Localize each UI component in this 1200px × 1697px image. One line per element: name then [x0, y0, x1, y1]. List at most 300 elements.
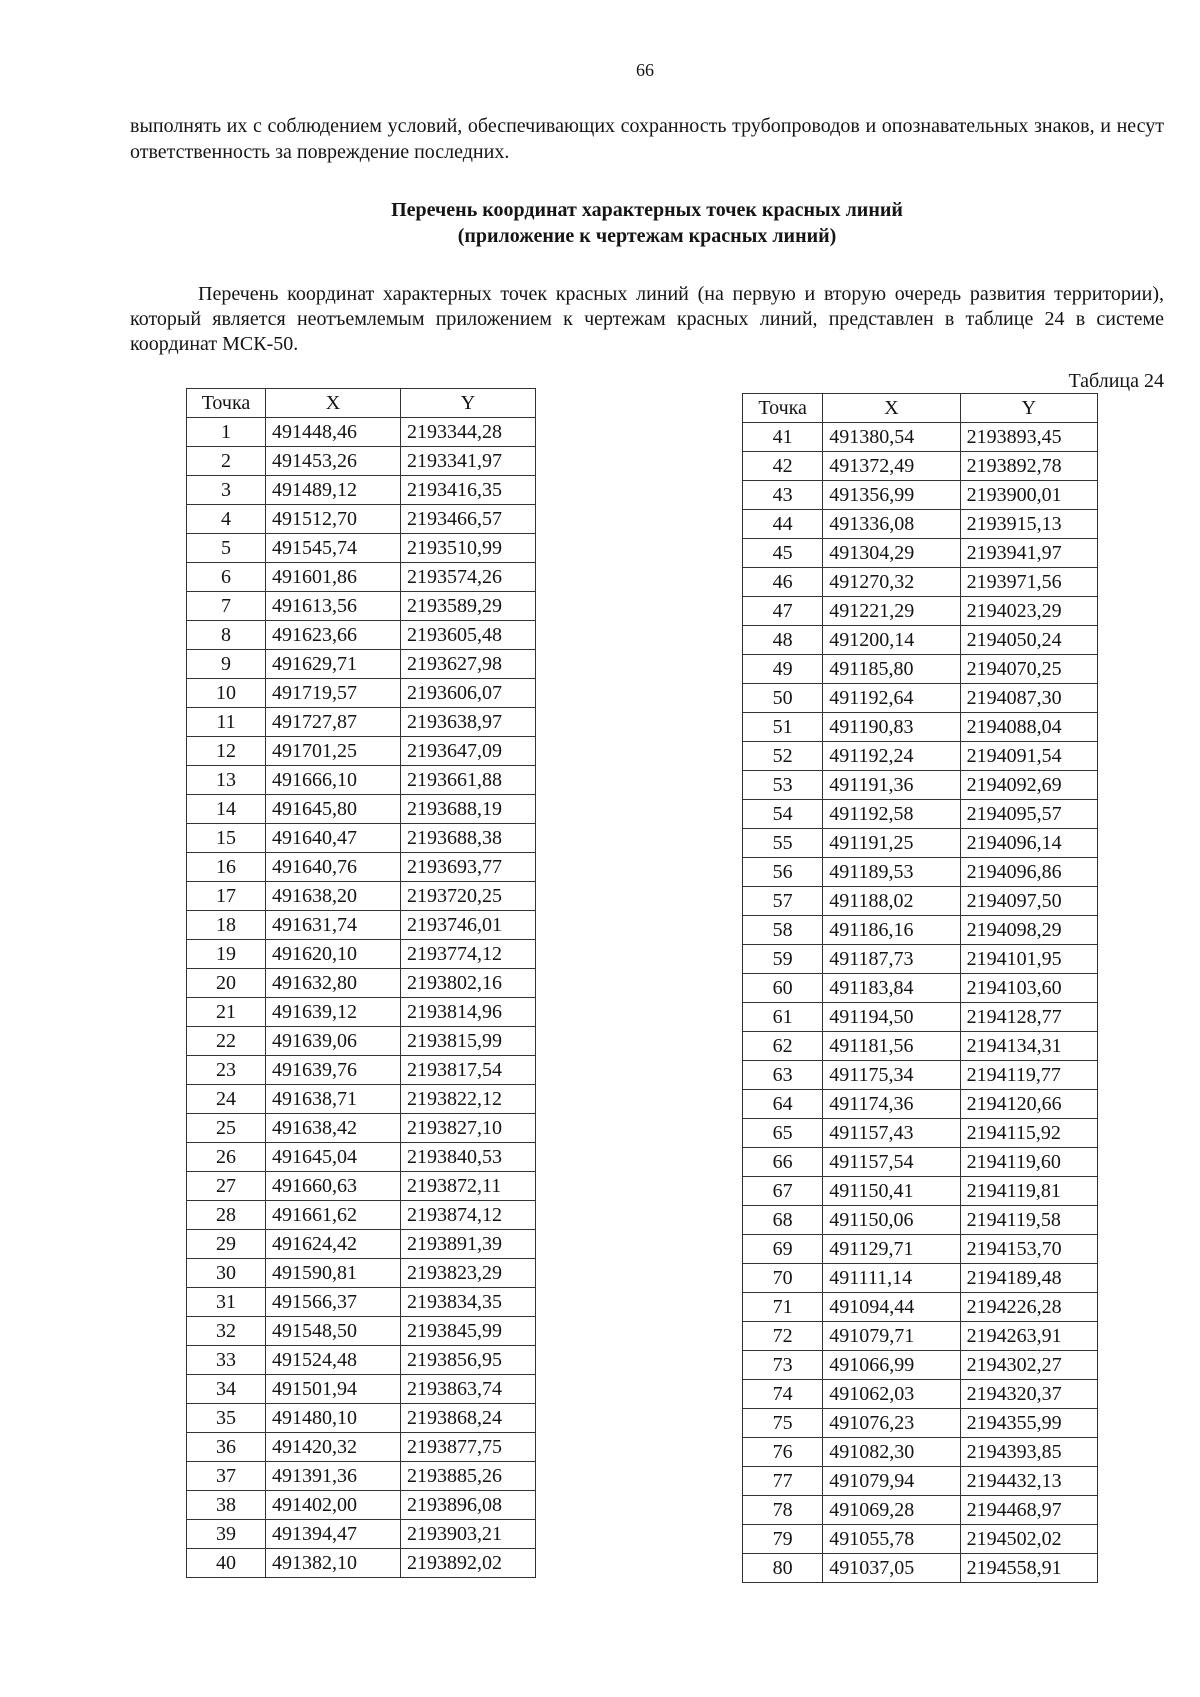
cell-x: 491645,04 [265, 1143, 400, 1172]
cell-point: 52 [743, 742, 823, 771]
cell-x: 491079,94 [823, 1467, 960, 1496]
cell-point: 43 [743, 481, 823, 510]
table-row [743, 626, 1098, 655]
table-row [743, 887, 1098, 916]
cell-y: 2194226,28 [960, 1293, 1097, 1322]
table-row [743, 1090, 1098, 1119]
cell-x: 491187,73 [823, 945, 960, 974]
cell-x: 491304,29 [823, 539, 960, 568]
table-row [743, 1148, 1098, 1177]
table-row [187, 998, 536, 1027]
table-row [743, 655, 1098, 684]
header-y: Y [960, 394, 1097, 423]
cell-x: 491336,08 [823, 510, 960, 539]
cell-y: 2193891,39 [400, 1230, 535, 1259]
cell-point: 41 [743, 423, 823, 452]
cell-y: 2194119,81 [960, 1177, 1097, 1206]
table-row [187, 911, 536, 940]
table-row [187, 1346, 536, 1375]
cell-point: 62 [743, 1032, 823, 1061]
cell-point: 14 [187, 795, 266, 824]
cell-point: 23 [187, 1056, 266, 1085]
cell-x: 491666,10 [265, 766, 400, 795]
table-row [187, 1288, 536, 1317]
cell-y: 2193896,08 [400, 1491, 535, 1520]
cell-point: 74 [743, 1380, 823, 1409]
cell-point: 77 [743, 1467, 823, 1496]
cell-point: 66 [743, 1148, 823, 1177]
table-row [187, 882, 536, 911]
cell-point: 73 [743, 1351, 823, 1380]
intro-text: выполнять их с соблюдением условий, обеспечивающих сохранность трубопроводов и опознавательных знаков, и несут ответственность за повреждение последних. [130, 115, 1164, 163]
table-row [187, 1317, 536, 1346]
cell-point: 39 [187, 1520, 266, 1549]
table-row [187, 737, 536, 766]
table-row [743, 423, 1098, 452]
cell-x: 491453,26 [265, 447, 400, 476]
cell-point: 21 [187, 998, 266, 1027]
cell-point: 46 [743, 568, 823, 597]
cell-y: 2193688,19 [400, 795, 535, 824]
cell-x: 491632,80 [265, 969, 400, 998]
table-row [743, 1351, 1098, 1380]
table-row [187, 824, 536, 853]
cell-point: 40 [187, 1549, 266, 1578]
cell-x: 491620,10 [265, 940, 400, 969]
cell-x: 491200,14 [823, 626, 960, 655]
cell-y: 2193774,12 [400, 940, 535, 969]
cell-y: 2193688,38 [400, 824, 535, 853]
table-row [743, 481, 1098, 510]
cell-point: 12 [187, 737, 266, 766]
cell-point: 80 [743, 1554, 823, 1583]
cell-point: 70 [743, 1264, 823, 1293]
cell-point: 67 [743, 1177, 823, 1206]
header-y: Y [400, 389, 535, 418]
cell-y: 2193344,28 [400, 418, 535, 447]
cell-x: 491157,43 [823, 1119, 960, 1148]
cell-point: 71 [743, 1293, 823, 1322]
cell-point: 57 [743, 887, 823, 916]
table-row [187, 853, 536, 882]
cell-y: 2193720,25 [400, 882, 535, 911]
cell-x: 491639,06 [265, 1027, 400, 1056]
cell-x: 491129,71 [823, 1235, 960, 1264]
cell-point: 47 [743, 597, 823, 626]
cell-y: 2193893,45 [960, 423, 1097, 452]
cell-y: 2193827,10 [400, 1114, 535, 1143]
cell-y: 2194393,85 [960, 1438, 1097, 1467]
cell-y: 2194189,48 [960, 1264, 1097, 1293]
table-row [743, 1380, 1098, 1409]
cell-point: 33 [187, 1346, 266, 1375]
cell-x: 491194,50 [823, 1003, 960, 1032]
cell-y: 2194098,29 [960, 916, 1097, 945]
cell-point: 22 [187, 1027, 266, 1056]
cell-point: 13 [187, 766, 266, 795]
cell-y: 2194153,70 [960, 1235, 1097, 1264]
cell-y: 2193874,12 [400, 1201, 535, 1230]
cell-y: 2193574,26 [400, 563, 535, 592]
cell-x: 491192,64 [823, 684, 960, 713]
cell-y: 2193606,07 [400, 679, 535, 708]
table-row [187, 1114, 536, 1143]
cell-y: 2194119,60 [960, 1148, 1097, 1177]
table-row [187, 1172, 536, 1201]
cell-x: 491157,54 [823, 1148, 960, 1177]
table-row [187, 1027, 536, 1056]
cell-y: 2194302,27 [960, 1351, 1097, 1380]
table-row [743, 1322, 1098, 1351]
table-row [187, 969, 536, 998]
cell-point: 56 [743, 858, 823, 887]
cell-x: 491613,56 [265, 592, 400, 621]
cell-point: 7 [187, 592, 266, 621]
cell-x: 491631,74 [265, 911, 400, 940]
cell-point: 78 [743, 1496, 823, 1525]
cell-point: 69 [743, 1235, 823, 1264]
cell-x: 491624,42 [265, 1230, 400, 1259]
cell-point: 36 [187, 1433, 266, 1462]
cell-x: 491640,76 [265, 853, 400, 882]
cell-y: 2193647,09 [400, 737, 535, 766]
cell-x: 491189,53 [823, 858, 960, 887]
cell-y: 2194103,60 [960, 974, 1097, 1003]
cell-point: 27 [187, 1172, 266, 1201]
header-x: X [265, 389, 400, 418]
cell-x: 491192,24 [823, 742, 960, 771]
cell-point: 61 [743, 1003, 823, 1032]
table-row [743, 742, 1098, 771]
cell-point: 65 [743, 1119, 823, 1148]
table-row [187, 1433, 536, 1462]
table-row [187, 940, 536, 969]
table-row [743, 1293, 1098, 1322]
cell-point: 48 [743, 626, 823, 655]
cell-x: 491660,63 [265, 1172, 400, 1201]
cell-y: 2193510,99 [400, 534, 535, 563]
cell-x: 491069,28 [823, 1496, 960, 1525]
cell-point: 54 [743, 800, 823, 829]
cell-x: 491186,16 [823, 916, 960, 945]
table-row [743, 1438, 1098, 1467]
table-row [187, 534, 536, 563]
cell-y: 2194119,58 [960, 1206, 1097, 1235]
cell-y: 2193863,74 [400, 1375, 535, 1404]
table-row [187, 476, 536, 505]
table-row [743, 829, 1098, 858]
cell-point: 76 [743, 1438, 823, 1467]
table-row [743, 1525, 1098, 1554]
cell-y: 2193815,99 [400, 1027, 535, 1056]
cell-y: 2193872,11 [400, 1172, 535, 1201]
table-row [743, 597, 1098, 626]
cell-x: 491645,80 [265, 795, 400, 824]
cell-point: 6 [187, 563, 266, 592]
cell-y: 2193900,01 [960, 481, 1097, 510]
cell-point: 18 [187, 911, 266, 940]
table-row [743, 452, 1098, 481]
cell-y: 2193915,13 [960, 510, 1097, 539]
table-row [187, 505, 536, 534]
table-row [187, 1259, 536, 1288]
cell-x: 491391,36 [265, 1462, 400, 1491]
cell-y: 2194320,37 [960, 1380, 1097, 1409]
description-paragraph: Перечень координат характерных точек красных линий (на первую и вторую очередь развития территории), который является неотъемлемым приложением к чертежам красных линий, представлен в таблице 24 в системе координат МСК-50. [130, 283, 1164, 355]
table-row [743, 1496, 1098, 1525]
table-row [187, 418, 536, 447]
table-caption: Таблица 24 [1068, 370, 1164, 392]
cell-x: 491174,36 [823, 1090, 960, 1119]
cell-x: 491356,99 [823, 481, 960, 510]
cell-y: 2194263,91 [960, 1322, 1097, 1351]
cell-y: 2194101,95 [960, 945, 1097, 974]
table-row [743, 713, 1098, 742]
cell-y: 2193822,12 [400, 1085, 535, 1114]
cell-y: 2193903,21 [400, 1520, 535, 1549]
cell-y: 2193845,99 [400, 1317, 535, 1346]
table-row [187, 1201, 536, 1230]
cell-y: 2193746,01 [400, 911, 535, 940]
table-row [187, 766, 536, 795]
cell-x: 491221,29 [823, 597, 960, 626]
cell-x: 491548,50 [265, 1317, 400, 1346]
table-row [743, 1177, 1098, 1206]
cell-x: 491640,47 [265, 824, 400, 853]
table-row [743, 1119, 1098, 1148]
cell-point: 59 [743, 945, 823, 974]
cell-point: 10 [187, 679, 266, 708]
cell-y: 2194095,57 [960, 800, 1097, 829]
cell-point: 45 [743, 539, 823, 568]
cell-point: 3 [187, 476, 266, 505]
cell-x: 491402,00 [265, 1491, 400, 1520]
table-row [187, 1375, 536, 1404]
cell-x: 491566,37 [265, 1288, 400, 1317]
cell-y: 2193814,96 [400, 998, 535, 1027]
cell-x: 491545,74 [265, 534, 400, 563]
cell-point: 79 [743, 1525, 823, 1554]
cell-x: 491150,41 [823, 1177, 960, 1206]
cell-x: 491501,94 [265, 1375, 400, 1404]
cell-y: 2193416,35 [400, 476, 535, 505]
cell-x: 491062,03 [823, 1380, 960, 1409]
cell-y: 2194119,77 [960, 1061, 1097, 1090]
cell-x: 491079,71 [823, 1322, 960, 1351]
cell-y: 2193877,75 [400, 1433, 535, 1462]
cell-point: 29 [187, 1230, 266, 1259]
cell-y: 2193840,53 [400, 1143, 535, 1172]
table-row [187, 1549, 536, 1578]
cell-y: 2193823,29 [400, 1259, 535, 1288]
table-row [187, 1230, 536, 1259]
cell-point: 72 [743, 1322, 823, 1351]
cell-x: 491382,10 [265, 1549, 400, 1578]
table-row [743, 1264, 1098, 1293]
cell-x: 491150,06 [823, 1206, 960, 1235]
cell-x: 491094,44 [823, 1293, 960, 1322]
cell-x: 491192,58 [823, 800, 960, 829]
cell-point: 58 [743, 916, 823, 945]
cell-y: 2193589,29 [400, 592, 535, 621]
cell-y: 2194134,31 [960, 1032, 1097, 1061]
table-row [743, 800, 1098, 829]
cell-x: 491639,12 [265, 998, 400, 1027]
cell-point: 32 [187, 1317, 266, 1346]
cell-point: 68 [743, 1206, 823, 1235]
cell-y: 2194096,86 [960, 858, 1097, 887]
cell-x: 491191,25 [823, 829, 960, 858]
cell-x: 491183,84 [823, 974, 960, 1003]
cell-x: 491623,66 [265, 621, 400, 650]
cell-point: 15 [187, 824, 266, 853]
table-row [743, 539, 1098, 568]
cell-point: 60 [743, 974, 823, 1003]
cell-y: 2194087,30 [960, 684, 1097, 713]
table-row [187, 1056, 536, 1085]
table-header-row [187, 389, 536, 418]
cell-point: 37 [187, 1462, 266, 1491]
table-row [187, 708, 536, 737]
cell-y: 2194088,04 [960, 713, 1097, 742]
cell-point: 35 [187, 1404, 266, 1433]
cell-x: 491489,12 [265, 476, 400, 505]
coordinates-table-left [186, 388, 536, 1578]
cell-x: 491512,70 [265, 505, 400, 534]
table-row [187, 621, 536, 650]
cell-y: 2193834,35 [400, 1288, 535, 1317]
cell-y: 2194050,24 [960, 626, 1097, 655]
cell-x: 491420,32 [265, 1433, 400, 1462]
table-row [187, 1404, 536, 1433]
cell-x: 491372,49 [823, 452, 960, 481]
cell-x: 491480,10 [265, 1404, 400, 1433]
cell-point: 64 [743, 1090, 823, 1119]
cell-x: 491448,46 [265, 418, 400, 447]
cell-y: 2194468,97 [960, 1496, 1097, 1525]
cell-point: 63 [743, 1061, 823, 1090]
cell-point: 1 [187, 418, 266, 447]
cell-point: 11 [187, 708, 266, 737]
header-point: Точка [187, 389, 266, 418]
cell-x: 491185,80 [823, 655, 960, 684]
table-row [187, 563, 536, 592]
cell-x: 491181,56 [823, 1032, 960, 1061]
table-row [743, 974, 1098, 1003]
table-row [743, 1467, 1098, 1496]
cell-y: 2194128,77 [960, 1003, 1097, 1032]
cell-point: 19 [187, 940, 266, 969]
cell-point: 49 [743, 655, 823, 684]
cell-y: 2193941,97 [960, 539, 1097, 568]
cell-point: 8 [187, 621, 266, 650]
cell-x: 491175,34 [823, 1061, 960, 1090]
table-row [743, 684, 1098, 713]
cell-x: 491719,57 [265, 679, 400, 708]
cell-x: 491066,99 [823, 1351, 960, 1380]
cell-x: 491380,54 [823, 423, 960, 452]
cell-point: 24 [187, 1085, 266, 1114]
cell-x: 491661,62 [265, 1201, 400, 1230]
cell-x: 491270,32 [823, 568, 960, 597]
cell-y: 2193638,97 [400, 708, 535, 737]
cell-y: 2193693,77 [400, 853, 535, 882]
cell-x: 491701,25 [265, 737, 400, 766]
cell-y: 2194096,14 [960, 829, 1097, 858]
table-row [743, 1061, 1098, 1090]
cell-point: 5 [187, 534, 266, 563]
cell-point: 75 [743, 1409, 823, 1438]
cell-y: 2194120,66 [960, 1090, 1097, 1119]
table-header-row [743, 394, 1098, 423]
table-row [187, 447, 536, 476]
cell-y: 2193466,57 [400, 505, 535, 534]
cell-x: 491601,86 [265, 563, 400, 592]
cell-y: 2193341,97 [400, 447, 535, 476]
cell-y: 2193661,88 [400, 766, 535, 795]
cell-point: 4 [187, 505, 266, 534]
cell-y: 2193856,95 [400, 1346, 535, 1375]
cell-point: 50 [743, 684, 823, 713]
cell-y: 2194097,50 [960, 887, 1097, 916]
cell-point: 9 [187, 650, 266, 679]
cell-x: 491188,02 [823, 887, 960, 916]
table-row [187, 1491, 536, 1520]
cell-point: 34 [187, 1375, 266, 1404]
coordinates-table-right [742, 393, 1098, 1583]
cell-point: 42 [743, 452, 823, 481]
table-row [743, 1206, 1098, 1235]
title-line-1: Перечень координат характерных точек красных линий [391, 199, 903, 221]
cell-x: 491082,30 [823, 1438, 960, 1467]
cell-point: 16 [187, 853, 266, 882]
cell-point: 2 [187, 447, 266, 476]
cell-y: 2194558,91 [960, 1554, 1097, 1583]
table-row [187, 650, 536, 679]
cell-point: 53 [743, 771, 823, 800]
cell-x: 491076,23 [823, 1409, 960, 1438]
table-row [187, 1085, 536, 1114]
cell-y: 2194092,69 [960, 771, 1097, 800]
cell-y: 2193892,78 [960, 452, 1097, 481]
table-row [187, 592, 536, 621]
table-row [187, 795, 536, 824]
cell-point: 51 [743, 713, 823, 742]
cell-x: 491190,83 [823, 713, 960, 742]
cell-x: 491638,20 [265, 882, 400, 911]
table-row [743, 1554, 1098, 1583]
table-row [187, 1462, 536, 1491]
table-row [743, 771, 1098, 800]
cell-point: 31 [187, 1288, 266, 1317]
cell-x: 491727,87 [265, 708, 400, 737]
cell-y: 2193971,56 [960, 568, 1097, 597]
cell-y: 2194502,02 [960, 1525, 1097, 1554]
cell-x: 491638,42 [265, 1114, 400, 1143]
table-row [743, 568, 1098, 597]
cell-point: 20 [187, 969, 266, 998]
cell-x: 491629,71 [265, 650, 400, 679]
table-row [743, 1032, 1098, 1061]
cell-point: 55 [743, 829, 823, 858]
table-row [743, 510, 1098, 539]
title-line-2: (приложение к чертежам красных линий) [457, 225, 837, 247]
table-row [743, 1235, 1098, 1264]
cell-point: 25 [187, 1114, 266, 1143]
table-row [187, 679, 536, 708]
cell-y: 2194432,13 [960, 1467, 1097, 1496]
table-row [743, 1409, 1098, 1438]
